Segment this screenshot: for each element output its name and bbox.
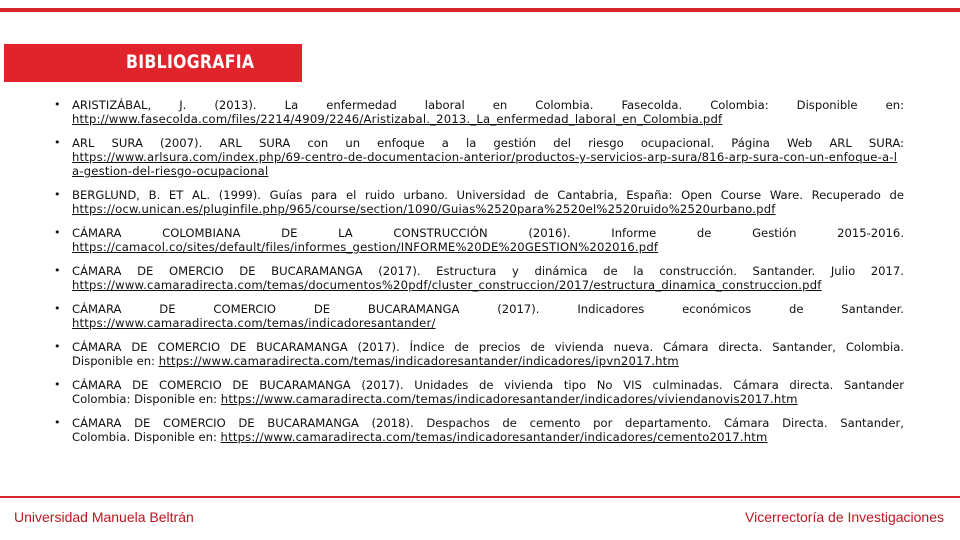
reference-item xyxy=(52,302,904,330)
reference-link[interactable]: https://www.camaradirecta.com/temas/documentos%20pdf/cluster_construccion/2017/estructura_dinamica_construccion.pdf xyxy=(72,278,822,292)
reference-prefix: Disponible en: xyxy=(72,354,155,368)
reference-link[interactable]: https://www.camaradirecta.com/temas/indicadoresantander/ xyxy=(72,316,436,330)
reference-item xyxy=(52,98,904,126)
department-name: Vicerrectoría de Investigaciones xyxy=(745,509,944,525)
reference-link[interactable]: https://www.arlsura.com/index.php/69-centro-de-documentacion-anterior/productos-y-servicios-arp-sura/816-arp-sura-con-un-enfoque-a-la-gestion-del-riesgo-ocupacional xyxy=(72,150,898,178)
reference-link[interactable]: https://www.camaradirecta.com/temas/indicadoresantander/indicadores/ipvn2017.htm xyxy=(158,354,679,368)
reference-item xyxy=(52,340,904,368)
bullet-icon: • xyxy=(54,416,61,429)
reference-text: CÁMARA DE COMERCIO DE BUCARAMANGA (2017). Indicadores económicos de Santander. xyxy=(72,302,904,316)
reference-link[interactable]: https://ocw.unican.es/pluginfile.php/965/course/section/1090/Guias%2520para%2520el%2520ruido%2520urbano.pdf xyxy=(72,202,776,216)
reference-item xyxy=(52,136,904,178)
reference-text: CÁMARA DE COMERCIO DE BUCARAMANGA (2017). Unidades de vivienda tipo No VIS culminadas. Cámara directa. Santander xyxy=(72,378,904,392)
reference-line xyxy=(72,430,904,444)
reference-prefix: Colombia. Disponible en: xyxy=(72,430,217,444)
bullet-icon: • xyxy=(54,226,61,239)
reference-text: BERGLUND, B. ET AL. (1999). Guías para el ruido urbano. Universidad de Cantabria, España: Open Course Ware. Recuperado de xyxy=(72,188,904,202)
university-name: Universidad Manuela Beltrán xyxy=(14,509,194,525)
reference-item xyxy=(52,416,904,444)
reference-text: CÁMARA DE COMERCIO DE BUCARAMANGA (2018). Despachos de cemento por departamento. Cámara Directa. Santander, xyxy=(72,416,904,430)
reference-item xyxy=(52,188,904,216)
reference-item xyxy=(52,226,904,254)
reference-text: CÁMARA DE OMERCIO DE BUCARAMANGA (2017). Estructura y dinámica de la construcción. Santander. Julio 2017. xyxy=(72,264,904,278)
bullet-icon: • xyxy=(54,98,61,111)
bullet-icon: • xyxy=(54,378,61,391)
reference-item xyxy=(52,264,904,292)
reference-link[interactable]: https://www.camaradirecta.com/temas/indicadoresantander/indicadores/cemento2017.htm xyxy=(220,430,768,444)
top-divider xyxy=(0,8,960,12)
reference-link[interactable]: http://www.fasecolda.com/files/2214/4909/2246/Aristizabal._2013._La_enfermedad_laboral_en_Colombia.pdf xyxy=(72,112,723,126)
reference-link[interactable]: https://camacol.co/sites/default/files/informes_gestion/INFORME%20DE%20GESTION%202016.pdf xyxy=(72,240,659,254)
bullet-icon: • xyxy=(54,188,61,201)
reference-link[interactable]: https://www.camaradirecta.com/temas/indicadoresantander/indicadores/viviendanovis2017.htm xyxy=(220,392,798,406)
reference-line xyxy=(72,354,904,368)
page-title: BIBLIOGRAFIA xyxy=(126,51,255,73)
title-banner xyxy=(4,44,302,82)
reference-line xyxy=(72,392,904,406)
footer-divider xyxy=(0,496,960,498)
reference-item xyxy=(52,378,904,406)
reference-text: CÁMARA COLOMBIANA DE LA CONSTRUCCIÓN (2016). Informe de Gestión 2015-2016. xyxy=(72,226,904,240)
reference-prefix: Colombia: Disponible en: xyxy=(72,392,218,406)
reference-list xyxy=(52,98,904,454)
reference-text: ARISTIZÁBAL, J. (2013). La enfermedad laboral en Colombia. Fasecolda. Colombia: Disponible en: xyxy=(72,98,904,112)
bullet-icon: • xyxy=(54,136,61,149)
bullet-icon: • xyxy=(54,340,61,353)
bullet-icon: • xyxy=(54,302,61,315)
reference-text: CÁMARA DE COMERCIO DE BUCARAMANGA (2017). Índice de precios de vivienda nueva. Cámara directa. Santander, Colombia. xyxy=(72,340,904,354)
bullet-icon: • xyxy=(54,264,61,277)
reference-text: ARL SURA (2007). ARL SURA con un enfoque a la gestión del riesgo ocupacional. Página Web ARL SURA: xyxy=(72,136,904,150)
